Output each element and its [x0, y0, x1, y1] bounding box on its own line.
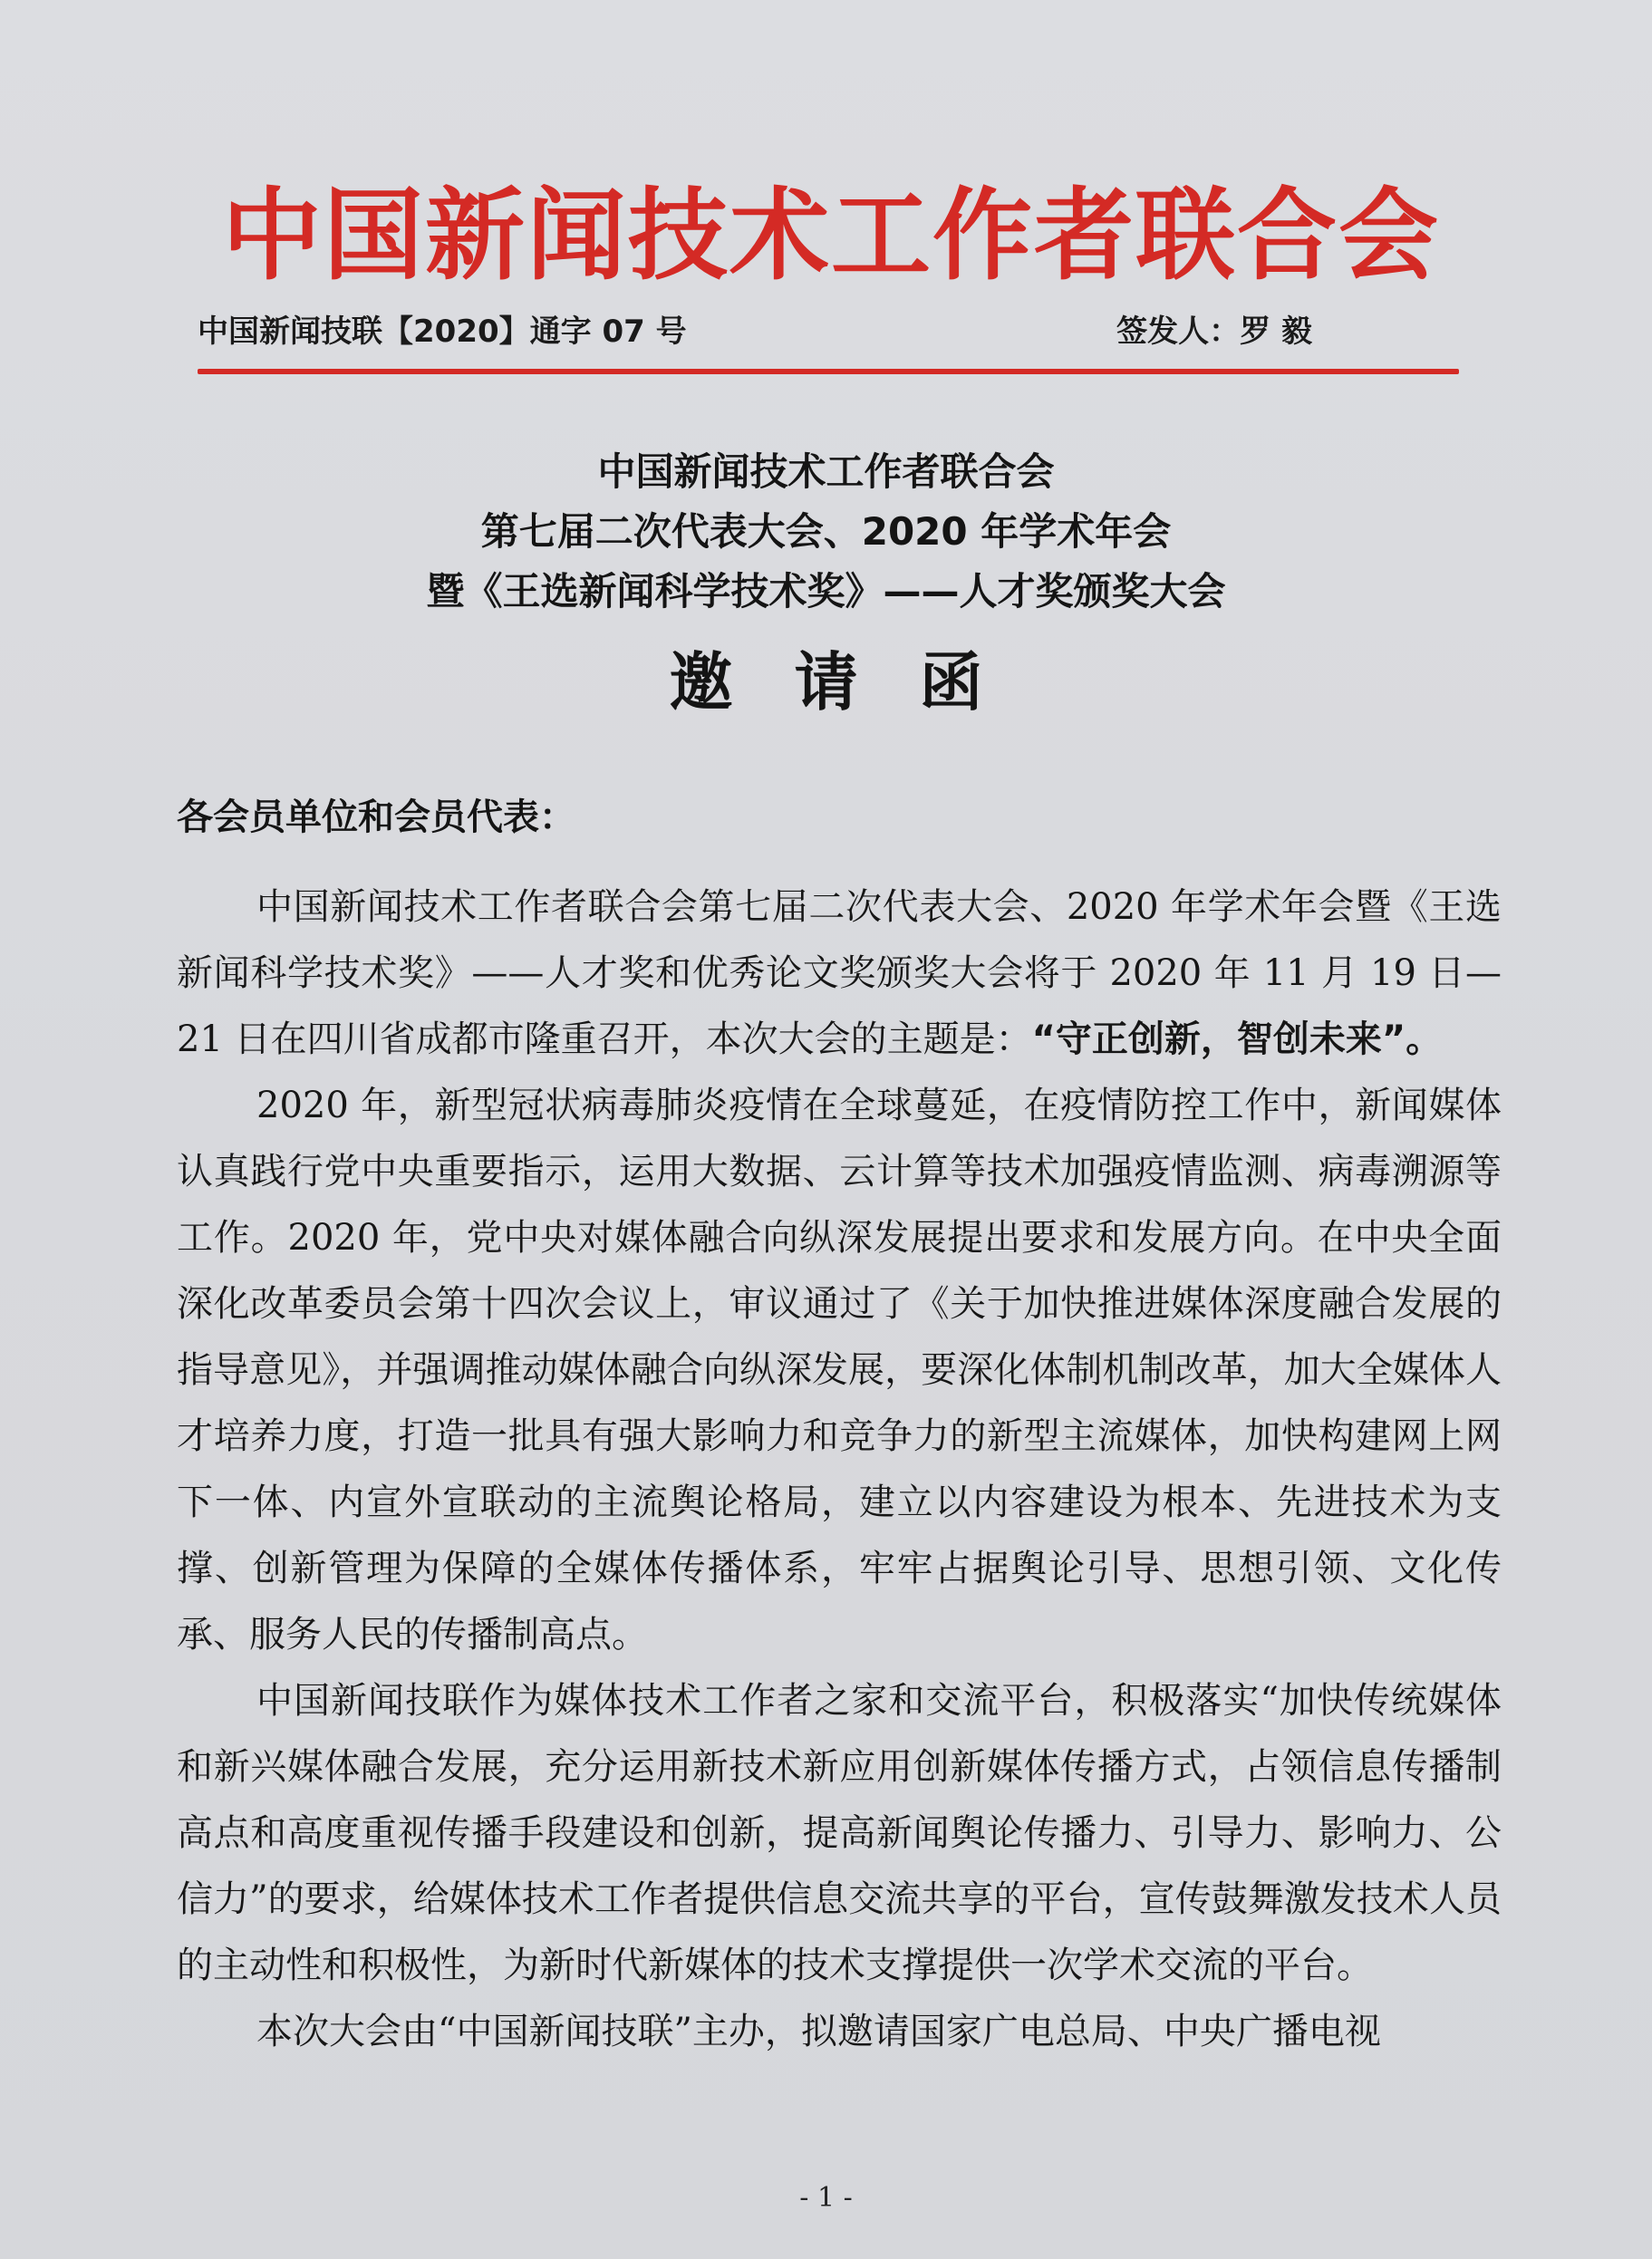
- meeting-theme: “守正创新，智创未来”。: [1031, 1018, 1443, 1060]
- document-signer: 签发人：罗 毅: [1116, 314, 1312, 350]
- title-line-1: 中国新闻技术工作者联合会: [597, 449, 1055, 494]
- paragraph-1-text: 中国新闻技术工作者联合会第七届二次代表大会、2020 年学术年会暨《王选新闻科学技术奖》——人才奖和优秀论文奖颁奖大会将于 2020 年 11 月 19 日—21 日在四川省成都市隆重召开，本次大会的主题是：: [177, 886, 1502, 1060]
- document-body: [177, 874, 1502, 2065]
- document-number: 中国新闻技联【2020】通字 07 号: [198, 314, 687, 350]
- page-number: - 1 -: [799, 2182, 853, 2214]
- document-meta: [198, 306, 1312, 361]
- title-line-2: 第七届二次代表大会、2020 年学术年会: [480, 509, 1172, 554]
- letterhead-divider: [198, 369, 1459, 374]
- paragraph-4: 本次大会由“中国新闻技联”主办，拟邀请国家广电总局、中央广播电视: [256, 2011, 1381, 2052]
- paragraph-3: 中国新闻技联作为媒体技术工作者之家和交流平台，积极落实“加快传统媒体和新兴媒体融合发展，充分运用新技术新应用创新媒体传播方式，占领信息传播制高点和高度重视传播手段建设和创新，提高新闻舆论传播力、引导力、影响力、公信力”的要求，给媒体技术工作者提供信息交流共享的平台，宣传鼓舞激发技术人员的主动性和积极性，为新时代新媒体的技术支撑提供一次学术交流的平台。: [177, 1680, 1502, 1986]
- paragraph-1: [177, 874, 1502, 1073]
- document-title: [0, 442, 1652, 622]
- title-line-3: 暨《王选新闻科学技术奖》——人才奖颁奖大会: [426, 569, 1226, 613]
- salutation: 各会员单位和会员代表：: [177, 796, 575, 838]
- paragraph-2: 2020 年，新型冠状病毒肺炎疫情在全球蔓延，在疫情防控工作中，新闻媒体认真践行党中央重要指示，运用大数据、云计算等技术加强疫情监测、病毒溯源等工作。2020 年，党中央对媒体融合向纵深发展提出要求和发展方向。在中央全面深化改革委员会第十四次会议上，审议通过了《关于加快推进媒体深度融合发展的指导意见》，并强调推动媒体融合向纵深发展，要深化体制机制改革，加大全媒体人才培养力度，打造一批具有强大影响力和竞争力的新型主流媒体，加快构建网上网下一体、内宣外宣联动的主流舆论格局，建立以内容建设为根本、先进技术为支撑、创新管理为保障的全媒体传播体系，牢牢占据舆论引导、思想引领、文化传承、服务人民的传播制高点。: [177, 1085, 1502, 1656]
- organization-letterhead: 中国新闻技术工作者联合会: [222, 177, 1440, 294]
- invitation-heading: 邀请函: [669, 644, 1045, 719]
